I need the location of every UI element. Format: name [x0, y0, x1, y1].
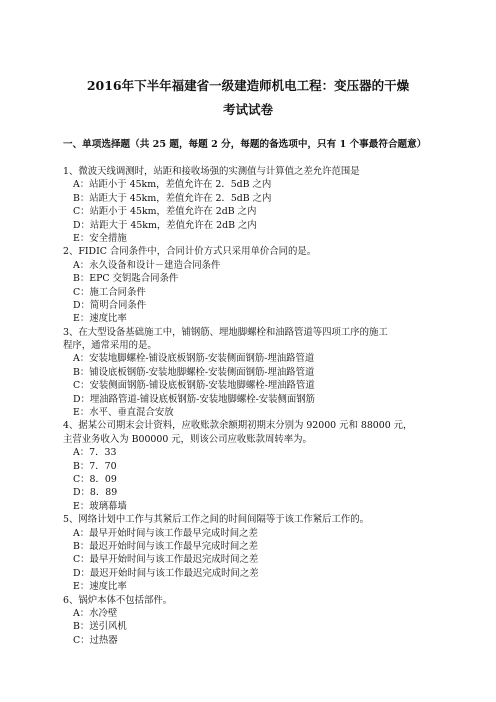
question-text: 3、在大型设备基础施工中，铺钢筋、埋地脚螺栓和油路管道等四项工序的施工 [63, 326, 388, 338]
answer-option: C：最早开始时间与该工作最迟完成时间之差 [73, 554, 259, 566]
answer-option: D：最迟开始时间与该工作最迟完成时间之差 [73, 567, 259, 579]
answer-option: A：最早开始时间与该工作最早完成时间之差 [73, 527, 258, 539]
answer-option: C：施工合同条件 [73, 286, 146, 298]
answer-option: A：站距小于 45km，差值允许在 2．5dB 之内 [73, 179, 272, 191]
answer-option: B：EPC 交钥匙合同条件 [73, 273, 179, 285]
question-text: 2、FIDIC 合同条件中，合同计价方式只采用单价合同的是。 [63, 246, 317, 258]
answer-option: A：7．33 [73, 447, 117, 459]
answer-option: C：8．09 [73, 473, 117, 485]
document-title-line-2: 考试试卷 [222, 102, 273, 117]
answer-option: E：安全措施 [73, 232, 127, 244]
answer-option: B：站距大于 45km，差值允许在 2．5dB 之内 [73, 192, 272, 204]
answer-option: D：8．89 [73, 487, 118, 499]
document-title-line-1: 2016年下半年福建省一级建造师机电工程：变压器的干燥 [86, 78, 410, 93]
answer-option: C：安装侧面钢筋-铺设底板钢筋-安装地脚螺栓-埋油路管道 [73, 380, 315, 392]
question-text: 6、锅炉本体不包括部件。 [63, 594, 173, 606]
question-text: 主营业务收入为 B00000 元，则该公司应收账款周转率为。 [63, 433, 312, 445]
answer-option: D：简明合同条件 [73, 299, 147, 311]
answer-option: E：水平、垂直混合安放 [73, 407, 174, 419]
answer-option: A：永久设备和设计－建造合同条件 [73, 259, 221, 271]
question-text: 5、网络计划中工作与其紧后工作之间的时间间隔等于该工作紧后工作的。 [63, 514, 369, 526]
answer-option: A：水冷壁 [73, 607, 118, 619]
section-heading: 一、单项选择题（共 25 题，每题 2 分，每题的备选项中，只有 1 个事最符合题意） [63, 139, 427, 150]
question-text: 4、据某公司期末会计资料，应收账款余额期初期末分别为 92000 元和 88000 元， [63, 420, 413, 432]
question-text: 程序，通常采用的是。 [63, 340, 157, 352]
answer-option: B：7．70 [73, 460, 117, 472]
answer-option: E：速度比率 [73, 581, 127, 593]
answer-option: E：速度比率 [73, 313, 127, 325]
answer-option: B：铺设底板钢筋-安装地脚螺栓-安装侧面钢筋-埋油路管道 [73, 366, 315, 378]
question-text: 1、微波天线调测时，站距和接收场强的实测值与计算值之差允许范围是 [63, 166, 360, 177]
answer-option: B：最迟开始时间与该工作最早完成时间之差 [73, 540, 259, 552]
answer-option: B：送引风机 [73, 621, 127, 633]
answer-option: C：站距小于 45km，差值允许在 2dB 之内 [73, 206, 257, 218]
answer-option: A：安装地脚螺栓-铺设底板钢筋-安装侧面钢筋-埋油路管道 [73, 353, 315, 365]
answer-option: D：站距大于 45km，差值允许在 2dB 之内 [73, 219, 257, 231]
answer-option: C：过热器 [73, 634, 118, 646]
question-list [63, 165, 443, 647]
answer-option: D：埋油路管道-铺设底板钢筋-安装地脚螺栓-安装侧面钢筋 [73, 393, 316, 405]
answer-option: E：玻璃幕墙 [73, 500, 127, 512]
